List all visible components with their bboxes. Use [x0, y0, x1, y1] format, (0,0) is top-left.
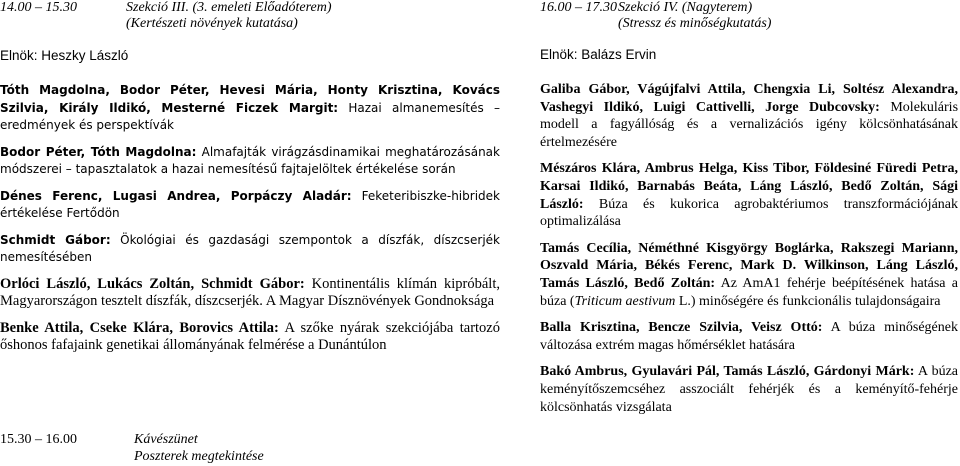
- talk-entry: [0, 144, 500, 179]
- session-iii-time: 14.00 – 15.30: [0, 0, 77, 15]
- talk-title: Búza és kukorica agrobaktériumos transzformációjának optimalizálása: [540, 196, 958, 230]
- talk-entry: [0, 276, 500, 311]
- session-iv-header: [540, 0, 958, 40]
- talk-authors: Schmidt Gábor:: [0, 232, 111, 247]
- talk-authors: Tóth Magdolna, Bodor Péter, Hevesi Mária, Honty Krisztina, Kovács Szilvia, Király Ildikó, Mesterné Ficzek Margit:: [0, 83, 500, 115]
- talk-title: Ökológiai és gazdasági szempontok a díszfák, díszcserjék nemesítésében: [0, 232, 500, 264]
- break-posters: Poszterek megtekintése: [134, 449, 264, 464]
- talk-title: Molekuláris modell a fagyállóság és a vernalizációs igény kölcsönhatásának értelmezésére: [540, 99, 959, 150]
- talk-entry: [0, 232, 500, 267]
- talk-authors: Benke Attila, Cseke Klára, Borovics Attila:: [0, 319, 279, 336]
- session-iii-header: [0, 0, 500, 40]
- break-event: Kávészünet: [134, 432, 198, 447]
- talk-title-pre: Az AmA1 fehérje beépítésének hatása a búza (: [540, 275, 958, 309]
- session-iv-time: 16.00 – 17.30: [540, 0, 617, 15]
- talk-authors: Orlóci László, Lukács Zoltán, Schmidt Gábor:: [0, 275, 305, 292]
- talk-entry: [0, 82, 500, 135]
- talk-title-species: Triticum aestivum: [574, 293, 676, 309]
- talk-entry: [540, 319, 958, 354]
- talk-entry: [540, 240, 958, 310]
- talk-entry: [540, 160, 958, 230]
- talk-authors: Bakó Ambrus, Gyulavári Pál, Tamás László, Gárdonyi Márk:: [540, 364, 915, 380]
- talk-title: A búza keményítőszemcséhez asszociált fehérjék és a keményítő-fehérje kölcsönhatás vizsgálata: [540, 364, 958, 415]
- talk-entry: [0, 188, 500, 223]
- talk-authors: Dénes Ferenc, Lugasi Andrea, Porpáczy Aladár:: [0, 188, 352, 203]
- session-iii-title: Szekció III. (3. emeleti Előadóterem): [126, 0, 332, 15]
- talk-title: A búza minőségének változása extrém magas hőmérséklet hatására: [540, 320, 958, 353]
- talk-title: A szőke nyárak szekciójába tartozó őshonos fafajaink genetikai állományának felmérése a Dunántúlon: [0, 319, 500, 353]
- talk-title: Feketeribiszke-hibridek értékelése Fertődön: [0, 188, 500, 220]
- session-iii-column: [0, 0, 500, 364]
- session-iv-subtitle: (Stressz és minőségkutatás): [618, 16, 772, 31]
- talk-authors: Bodor Péter, Tóth Magdolna:: [0, 144, 197, 159]
- session-iv-chair: Elnök: Balázs Ervin: [540, 47, 657, 62]
- talk-authors: Mészáros Klára, Ambrus Helga, Kiss Tibor, Földesiné Füredi Petra, Karsai Ildikó, Barnabás Beáta, Láng László, Bedő Zoltán, Sági László:: [540, 161, 958, 212]
- talk-entry: [540, 363, 958, 416]
- session-iii-subtitle: (Kertészeti növények kutatása): [126, 16, 298, 31]
- talk-authors: Balla Krisztina, Bencze Szilvia, Veisz Ottó:: [540, 320, 823, 336]
- session-iv-title: Szekció IV. (Nagyterem): [618, 0, 753, 15]
- talk-title-post: L.) minőségére és funkcionális tulajdonságaira: [675, 293, 941, 309]
- talk-authors: Galiba Gábor, Vágújfalvi Attila, Chengxia Li, Soltész Alexandra, Vashegyi Ildikó, Luigi Cattivelli, Jorge Dubcovsky:: [540, 82, 958, 115]
- talk-entry: [540, 81, 958, 151]
- talk-title: Hazai almanemesítés – eredmények és perspektívák: [0, 100, 500, 132]
- session-iii-chair: Elnök: Heszky László: [0, 48, 129, 63]
- talk-title: Kontinentális klímán kipróbált, Magyarországon tesztelt díszfák, díszcserjék. A Magyar Dísznövények Gondnoksága: [0, 275, 500, 309]
- break-time: 15.30 – 16.00: [0, 432, 77, 447]
- talk-authors: Tamás Cecília, Néméthné Kisgyörgy Boglárka, Rakszegi Mariann, Oszvald Mária, Békés Ferenc, Mark D. Wilkinson, Láng László, Tamás László, Bedő Zoltán:: [540, 240, 958, 291]
- session-iv-column: [540, 0, 958, 425]
- talk-entry: [0, 320, 500, 355]
- talk-title: Almafajták virágzásdinamikai meghatározásának módszerei – tapasztalatok a hazai nemesítésű fajtajelöltek értékelése során: [0, 144, 500, 176]
